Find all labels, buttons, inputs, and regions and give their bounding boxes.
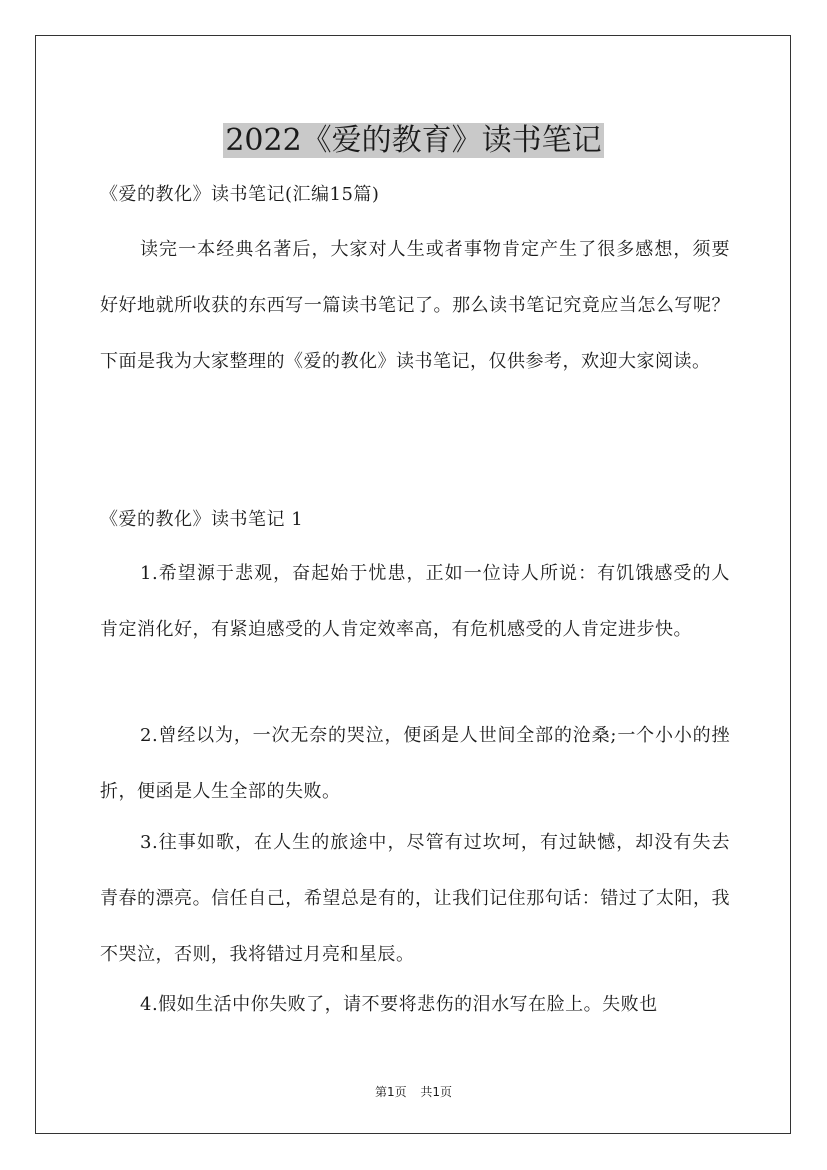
document-title-text: 2022《爱的教育》读书笔记 bbox=[225, 123, 602, 159]
list-item-1: 1.希望源于悲观，奋起始于忧患，正如一位诗人所说：有饥饿感受的人肯定消化好，有紧迫感受的人肯定效率高，有危机感受的人肯定进步快。 bbox=[100, 563, 730, 640]
list-item-3: 3.往事如歌，在人生的旅途中，尽管有过坎坷，有过缺憾，却没有失去青春的漂亮。信任自己，希望总是有的，让我们记住那句话：错过了太阳，我不哭泣，否则，我将错过月亮和星辰。 bbox=[100, 832, 730, 965]
list-item-2: 2.曾经以为，一次无奈的哭泣，便函是人世间全部的沧桑;一个小小的挫折，便函是人生全部的失败。 bbox=[100, 725, 730, 802]
page-total: 共1页 bbox=[420, 1085, 453, 1099]
intro-paragraph: 读完一本经典名著后，大家对人生或者事物肯定产生了很多感想，须要好好地就所收获的东西写一篇读书笔记了。那么读书笔记究竟应当怎么写呢？下面是我为大家整理的《爱的教化》读书笔记，仅供参考，欢迎大家阅读。 bbox=[100, 239, 730, 372]
document-title bbox=[0, 121, 827, 161]
page-footer bbox=[0, 1084, 827, 1100]
page-number: 第1页 bbox=[374, 1085, 407, 1099]
section-heading: 《爱的教化》读书笔记 1 bbox=[100, 509, 304, 530]
list-item-4: 4.假如生活中你失败了，请不要将悲伤的泪水写在脸上。失败也 bbox=[140, 994, 658, 1015]
document-subtitle: 《爱的教化》读书笔记(汇编15篇) bbox=[100, 184, 380, 205]
